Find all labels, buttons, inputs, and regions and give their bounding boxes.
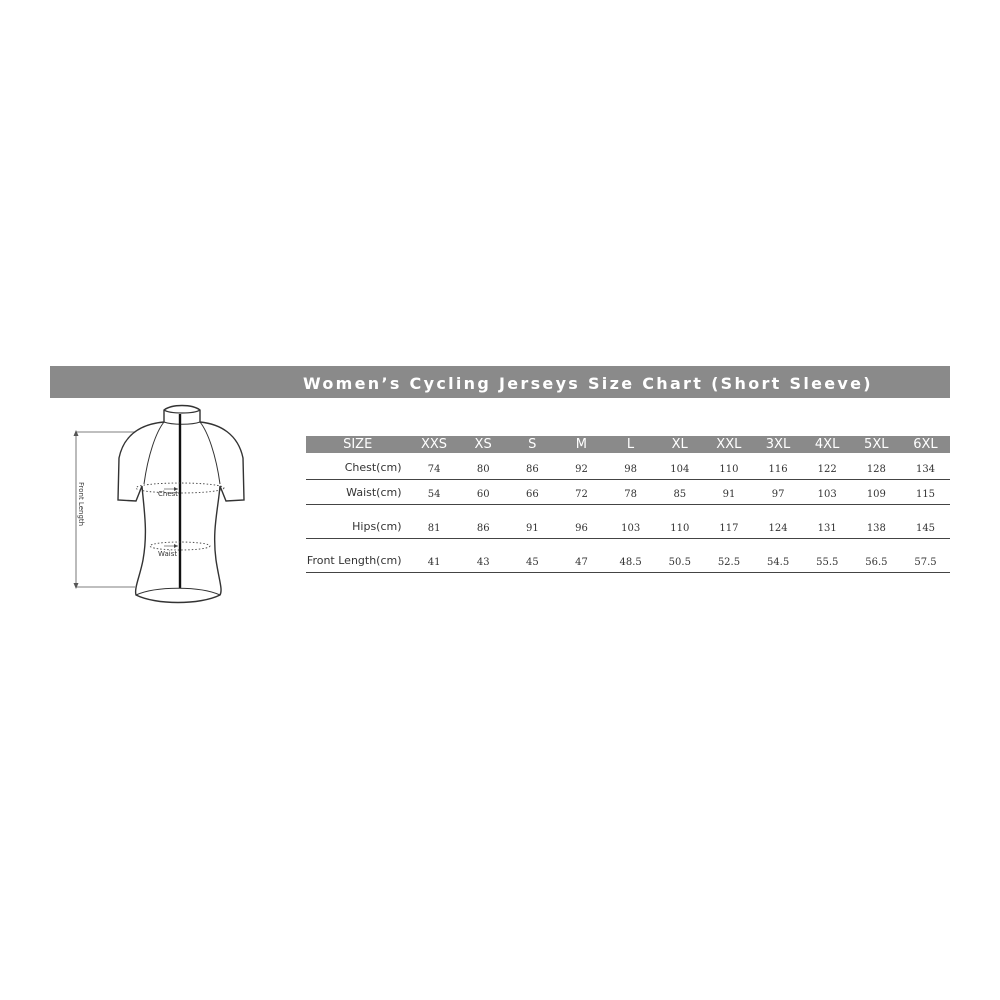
chest-label: Chest [158, 490, 179, 498]
header-cell: 6XL [913, 437, 938, 452]
table-cell: 109 [866, 489, 886, 500]
header-cell: 4XL [814, 437, 840, 452]
table-cell: 91 [722, 489, 736, 500]
table-cell: 124 [768, 523, 788, 534]
page-title: Women’s Cycling Jerseys Size Chart (Short Sleeve) [303, 374, 873, 393]
header-cell: 5XL [864, 437, 889, 452]
table-cell: 66 [526, 489, 539, 500]
table-cell: 122 [817, 464, 837, 475]
left-sleeve-seam [144, 422, 164, 484]
table-cell: 55.5 [816, 557, 839, 568]
table-cell: 57.5 [914, 557, 937, 568]
table-row [306, 519, 950, 553]
table-cell: 134 [915, 464, 936, 475]
row-label: Chest(cm) [344, 461, 402, 474]
table-cell: 98 [624, 464, 638, 475]
table-cell: 128 [866, 464, 886, 475]
table-cell: 110 [670, 523, 690, 534]
table-cell: 103 [817, 489, 837, 500]
header-cell: 3XL [765, 437, 791, 452]
table-cell: 103 [621, 523, 641, 534]
table-cell: 110 [719, 464, 739, 475]
header-cell: L [626, 437, 635, 452]
size-table [306, 436, 950, 587]
header-cell: XXL [716, 437, 742, 452]
table-cell: 45 [526, 557, 539, 568]
table-cell: 85 [673, 489, 687, 500]
table-cell: 48.5 [619, 557, 642, 568]
table-header-row [306, 436, 950, 453]
table-cell: 86 [476, 523, 490, 534]
arrow-right-icon [174, 544, 178, 548]
table-row [306, 460, 950, 485]
table-cell: 116 [768, 464, 788, 475]
table-cell: 138 [866, 523, 886, 534]
header-cell: XXS [420, 437, 448, 452]
table-cell: 54.5 [766, 557, 790, 568]
table-cell: 86 [526, 464, 539, 475]
waist-label: Waist [158, 550, 178, 558]
table-cell: 131 [817, 523, 837, 534]
table-cell: 104 [670, 464, 690, 475]
table-cell: 80 [476, 464, 490, 475]
table-cell: 78 [624, 489, 638, 500]
right-sleeve-seam [200, 422, 220, 484]
table-cell: 91 [526, 523, 539, 534]
hem [136, 588, 220, 595]
table-cell: 52.5 [717, 557, 741, 568]
table-cell: 72 [575, 489, 588, 500]
table-cell: 145 [915, 523, 936, 534]
table-cell: 92 [575, 464, 588, 475]
arrow-up-icon [74, 430, 79, 436]
table-cell: 47 [575, 557, 588, 568]
table-cell: 96 [575, 523, 588, 534]
table-cell: 81 [427, 523, 441, 534]
front-length-label: Front Length [77, 482, 85, 527]
table-cell: 50.5 [668, 557, 691, 568]
table-cell: 115 [915, 489, 936, 500]
table-cell: 97 [771, 489, 785, 500]
arrow-down-icon [74, 583, 79, 589]
jersey-outline-drawing [60, 400, 280, 610]
header-cell: M [575, 437, 588, 452]
collar-base [164, 422, 200, 424]
collar [164, 410, 200, 413]
table-cell: 74 [427, 464, 441, 475]
table-cell: 54 [427, 489, 441, 500]
row-label: Hips(cm) [352, 520, 402, 533]
header-cell: SIZE [343, 437, 373, 452]
header-cell: S [528, 437, 537, 452]
table-cell: 56.5 [865, 557, 888, 568]
table-cell: 60 [476, 489, 490, 500]
table-cell: 117 [719, 523, 739, 534]
row-label: Waist(cm) [346, 486, 402, 499]
table-row [306, 553, 950, 587]
table-cell: 41 [427, 557, 441, 568]
header-cell: XL [671, 437, 688, 452]
jersey-diagram [60, 400, 280, 610]
header-cell: XS [474, 437, 492, 452]
table-cell: 43 [476, 557, 490, 568]
row-label: Front Length(cm) [306, 554, 402, 567]
table-row [306, 485, 950, 519]
